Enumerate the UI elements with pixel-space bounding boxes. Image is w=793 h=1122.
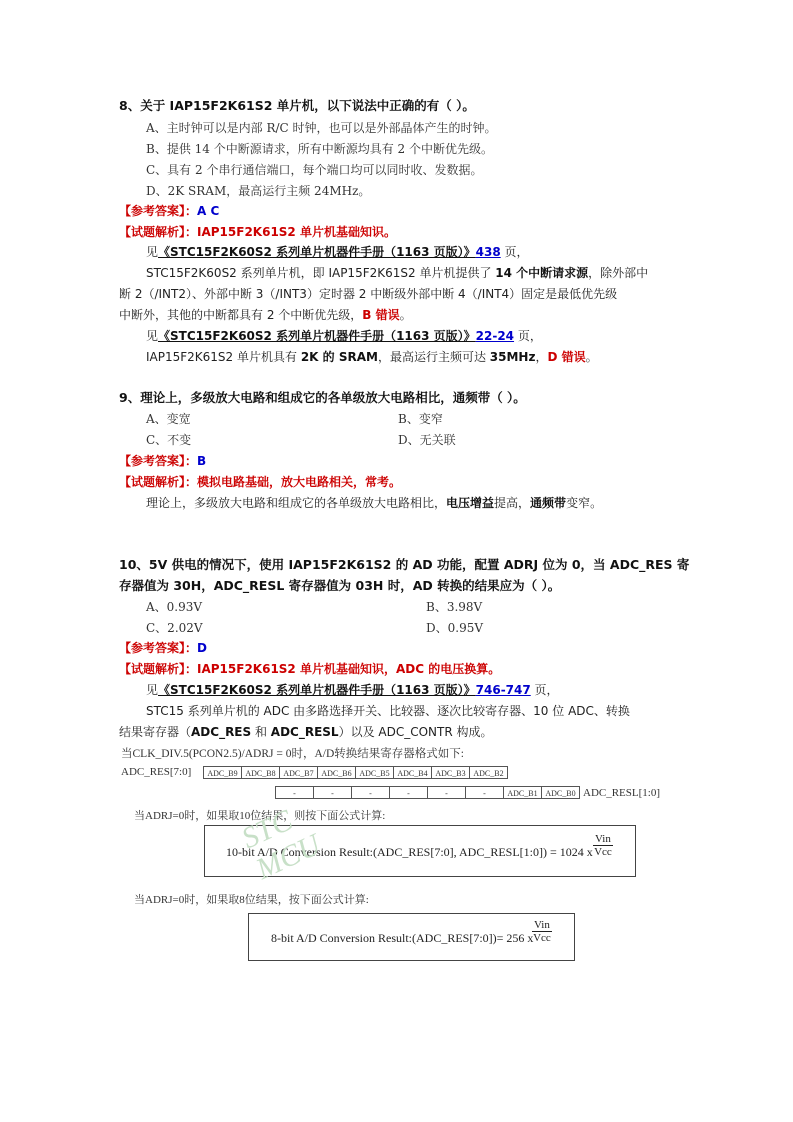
adc-res-bit-cell: ADC_B6 xyxy=(317,766,356,779)
formula-8bit-text: 8-bit A/D Conversion Result:(ADC_RES[7:0])= 256 x xyxy=(271,931,534,945)
stc-watermark: STC MCU xyxy=(236,803,326,886)
q8-para1-line1 xyxy=(146,265,648,281)
q9-option-b: B、变窄 xyxy=(398,412,443,426)
page-link[interactable]: 438 xyxy=(475,245,501,259)
q10-analysis: 【试题解析】：IAP15F2K61S2 单片机基础知识，ADC 的电压换算。 xyxy=(119,662,501,676)
text: ， xyxy=(535,350,548,364)
adc-res-bit-cell: ADC_B8 xyxy=(241,766,280,779)
q8-option-c: C、具有 2 个串行通信端口，每个端口均可以同时收、发数据。 xyxy=(146,163,483,177)
answer-label: 【参考答案】： xyxy=(119,641,198,655)
ref-prefix: 见 xyxy=(146,245,159,259)
wrong-marker: D 错误 xyxy=(547,350,586,364)
formula-10bit-fraction xyxy=(593,833,613,858)
fraction-denominator: Vcc xyxy=(533,932,551,944)
q8-option-a: A、主时钟可以是内部 R/C 时钟，也可以是外部晶体产生的时钟。 xyxy=(146,121,497,135)
q8-answer xyxy=(119,203,219,219)
adc-resl-bit-cell: - xyxy=(313,786,352,799)
formula-8bit-fraction xyxy=(532,919,552,944)
q10-para-line2 xyxy=(119,724,493,740)
answer-value: D xyxy=(197,641,207,655)
page-link[interactable]: 22-24 xyxy=(475,329,515,343)
q8-para2 xyxy=(146,349,598,365)
fraction-numerator: Vin xyxy=(534,919,550,931)
text: 和 xyxy=(251,725,271,739)
manual-title: 《STC15F2K60S2 系列单片机器件手册（1163 页版）》 xyxy=(158,683,476,697)
text: STC15F2K60S2 系列单片机，即 IAP15F2K61S2 单片机提供了 xyxy=(146,266,496,280)
adc-res-bit-cell: ADC_B9 xyxy=(203,766,242,779)
ref-suffix: 页， xyxy=(530,683,559,697)
q9-para xyxy=(146,495,602,511)
text: 结果寄存器（ xyxy=(119,725,192,739)
answer-value: B xyxy=(197,454,207,468)
text: ，最高运行主频可达 xyxy=(377,350,490,364)
q10-option-d: D、0.95V xyxy=(426,621,484,635)
text: 变窄。 xyxy=(566,496,603,510)
note-8bit: 当ADRJ=0时，如果取8位结果，按下面公式计算: xyxy=(134,894,369,906)
text: 中断外，其他的中断都具有 2 个中断优先级， xyxy=(119,308,363,322)
q10-option-c: C、2.02V xyxy=(146,621,203,635)
text: 。 xyxy=(399,308,412,322)
adc-resl-bit-cell: - xyxy=(275,786,314,799)
adc-resl-bit-cell: ADC_B1 xyxy=(503,786,542,799)
q10-stem-line2: 存器值为 30H，ADC_RESL 寄存器值为 03H 时，AD 转换的结果应为（ ）。 xyxy=(119,578,561,593)
formula-8bit-box xyxy=(248,913,575,961)
ref-suffix: 页， xyxy=(500,245,529,259)
highlight-text: 电压增益 xyxy=(446,496,495,510)
adc-res-bit-cell: ADC_B2 xyxy=(469,766,508,779)
adc-resl-bit-cell: ADC_B0 xyxy=(541,786,580,799)
text: 提高， xyxy=(494,496,531,510)
q8-reference-1 xyxy=(146,244,529,260)
adc-res-bit-cell: ADC_B3 xyxy=(431,766,470,779)
q9-option-a: A、变宽 xyxy=(146,412,191,426)
text: IAP15F2K61S2 单片机具有 xyxy=(146,350,301,364)
answer-label: 【参考答案】： xyxy=(119,454,198,468)
q9-stem: 9、理论上，多级放大电路和组成它的各单级放大电路相比，通频带（ ）。 xyxy=(119,390,526,405)
adc-res-register-name: ADC_RES[7:0] xyxy=(121,766,192,778)
text: ）以及 ADC_CONTR 构成。 xyxy=(338,725,493,739)
adc-res-bit-cell: ADC_B7 xyxy=(279,766,318,779)
q8-stem: 8、关于 IAP15F2K61S2 单片机，以下说法中正确的有（ ）。 xyxy=(119,98,475,113)
q9-answer xyxy=(119,453,206,469)
q8-option-b: B、提供 14 个中断源请求，所有中断源均具有 2 个中断优先级。 xyxy=(146,142,493,156)
answer-label: 【参考答案】： xyxy=(119,204,198,218)
formula-10bit-text: 10-bit A/D Conversion Result:(ADC_RES[7:0], ADC_RESL[1:0]) = 1024 x xyxy=(226,845,593,859)
ref-prefix: 见 xyxy=(146,683,159,697)
answer-value: A C xyxy=(197,204,220,218)
q10-reference xyxy=(146,682,559,698)
highlight-text: 通频带 xyxy=(530,496,567,510)
highlight-text: ADC_RESL xyxy=(270,725,339,739)
highlight-text: 14 个中断请求源 xyxy=(495,266,589,280)
q9-option-c: C、不变 xyxy=(146,433,192,447)
q9-analysis: 【试题解析】：模拟电路基础，放大电路相关，常考。 xyxy=(119,475,402,489)
fraction-denominator: Vcc xyxy=(594,846,612,858)
q8-analysis: 【试题解析】：IAP15F2K61S2 单片机基础知识。 xyxy=(119,225,396,239)
fraction-numerator: Vin xyxy=(595,833,611,845)
highlight-text: 35MHz xyxy=(489,350,536,364)
adc-resl-register-name: ADC_RESL[1:0] xyxy=(583,787,660,799)
page-link[interactable]: 746-747 xyxy=(475,683,531,697)
text: ，除外部中 xyxy=(588,266,649,280)
ref-suffix: 页， xyxy=(514,329,542,343)
ref-prefix: 见 xyxy=(146,329,159,343)
q10-option-b: B、3.98V xyxy=(426,600,483,614)
adc-resl-bit-cell: - xyxy=(427,786,466,799)
q9-option-d: D、无关联 xyxy=(398,433,456,447)
adc-res-bit-cell: ADC_B4 xyxy=(393,766,432,779)
q8-para1-line2: 断 2（/INT2）、外部中断 3（/INT3）定时器 2 中断级外部中断 4（/INT4）固定是最低优先级 xyxy=(119,287,618,301)
q10-stem-line1: 10、5V 供电的情况下，使用 IAP15F2K61S2 的 AD 功能，配置 ADRJ 位为 0，当 ADC_RES 寄 xyxy=(119,557,690,572)
highlight-text: ADC_RES xyxy=(191,725,252,739)
q10-answer xyxy=(119,640,207,656)
highlight-text: 2K 的 SRAM xyxy=(300,350,378,364)
text: 理论上，多级放大电路和组成它的各单级放大电路相比， xyxy=(146,496,447,510)
adc-res-bit-cell: ADC_B5 xyxy=(355,766,394,779)
manual-title: 《STC15F2K60S2 系列单片机器件手册（1163 页版）》 xyxy=(158,329,476,343)
q8-option-d: D、2K SRAM，最高运行主频 24MHz。 xyxy=(146,184,371,198)
q10-option-a: A、0.93V xyxy=(146,600,203,614)
note-10bit: 当ADRJ=0时，如果取10位结果，则按下面公式计算: xyxy=(134,810,386,822)
manual-title: 《STC15F2K60S2 系列单片机器件手册（1163 页版）》 xyxy=(158,245,476,259)
wrong-marker: B 错误 xyxy=(362,308,400,322)
q8-para1-line3 xyxy=(119,307,412,323)
adc-resl-bit-cell: - xyxy=(389,786,428,799)
adc-resl-bit-cell: - xyxy=(351,786,390,799)
text: 。 xyxy=(585,350,598,364)
q10-para-line1: STC15 系列单片机的 ADC 由多路选择开关、比较器、逐次比较寄存器、10 位 ADC、转换 xyxy=(146,704,630,718)
adc-resl-bit-cell: - xyxy=(465,786,504,799)
figure-caption: 当CLK_DIV.5(PCON2.5)/ADRJ = 0时，A/D转换结果寄存器格式如下: xyxy=(121,748,464,760)
q8-reference-2 xyxy=(146,328,542,344)
